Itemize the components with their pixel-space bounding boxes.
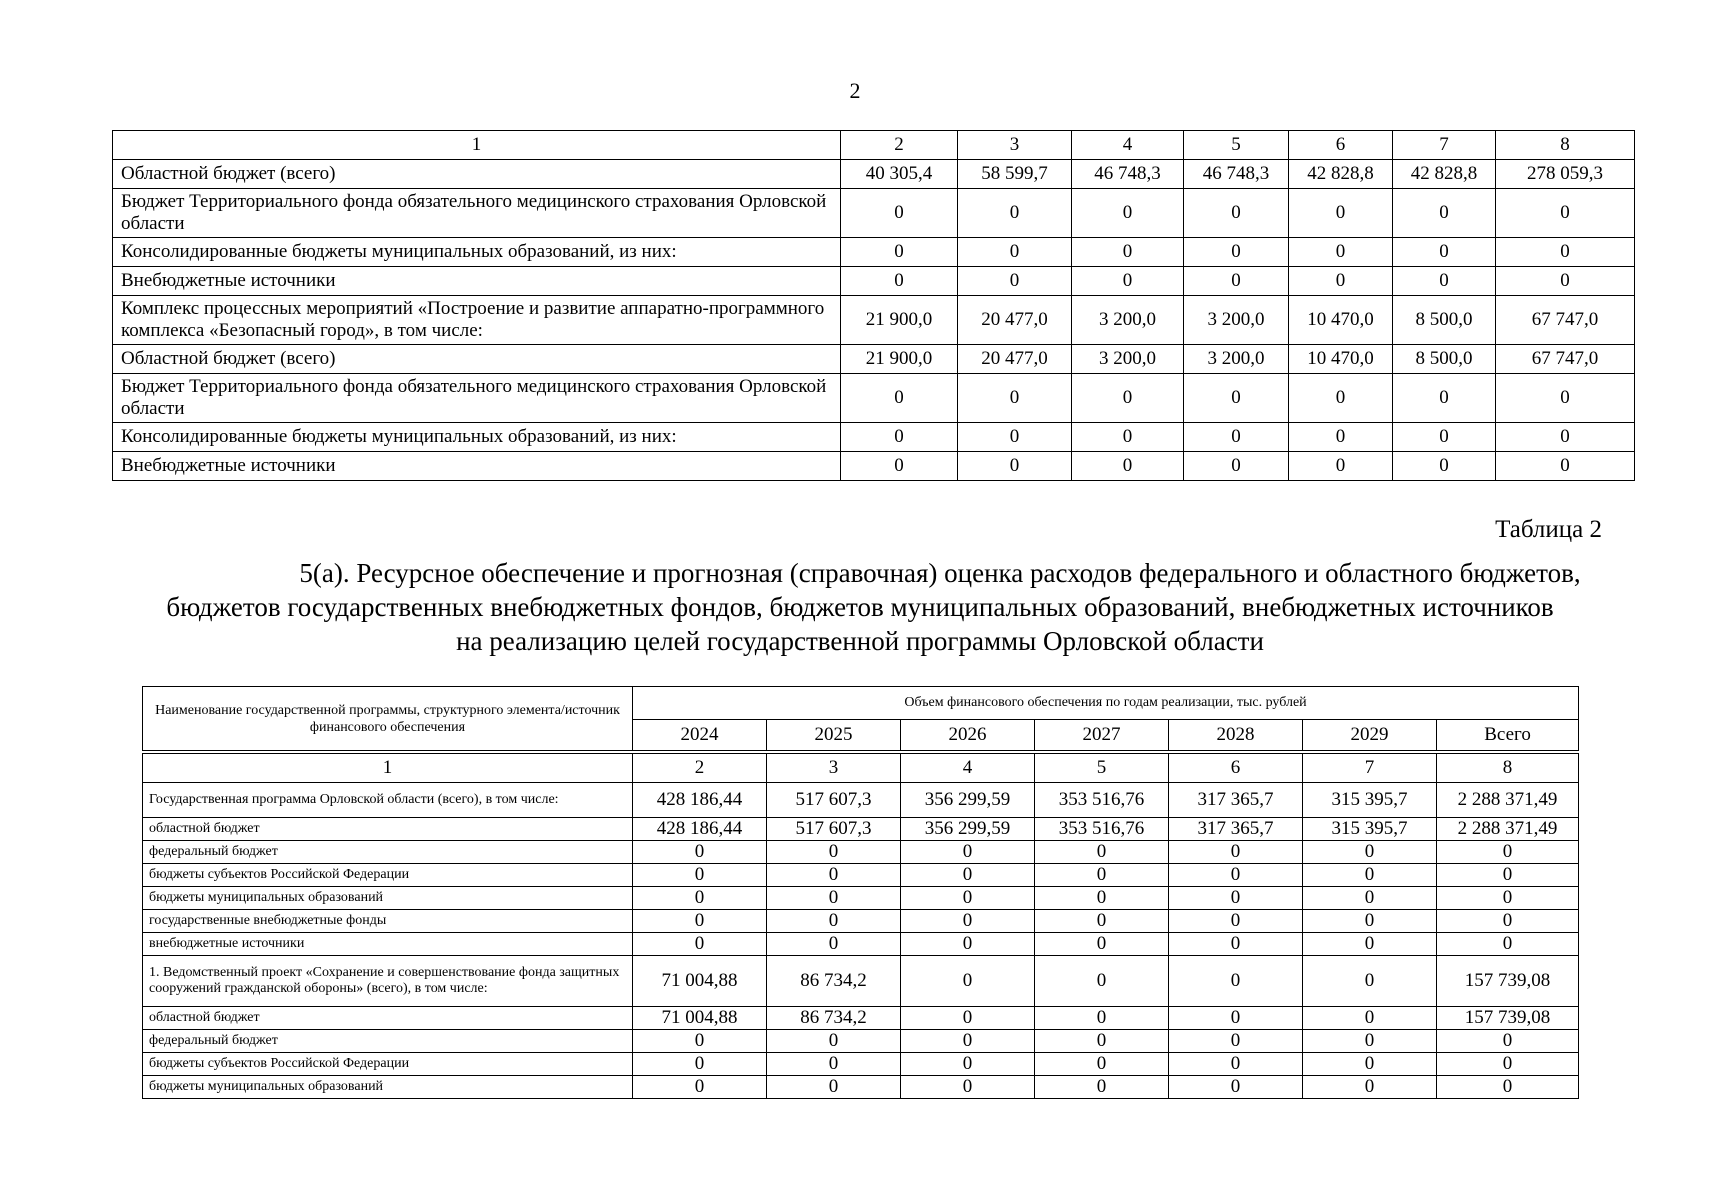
total-cell: 0 — [1437, 1053, 1579, 1076]
table-row — [113, 452, 1635, 481]
total-header: Всего — [1437, 720, 1579, 751]
value-cell: 0 — [1184, 238, 1289, 267]
total-cell: 0 — [1437, 1030, 1579, 1053]
value-cell: 0 — [1072, 189, 1184, 238]
value-cell: 21 900,0 — [841, 345, 958, 374]
value-cell: 0 — [901, 1053, 1035, 1076]
value-cell: 0 — [901, 841, 1035, 864]
value-cell: 0 — [1169, 1076, 1303, 1099]
value-cell: 0 — [901, 1030, 1035, 1053]
value-cell: 0 — [767, 1030, 901, 1053]
value-cell: 0 — [901, 1076, 1035, 1099]
value-cell: 0 — [1184, 452, 1289, 481]
row-label: Областной бюджет (всего) — [113, 160, 841, 189]
value-cell: 0 — [1303, 1030, 1437, 1053]
total-cell: 157 739,08 — [1437, 956, 1579, 1007]
value-cell: 0 — [1303, 933, 1437, 956]
table-row — [143, 910, 1579, 933]
value-cell: 0 — [841, 452, 958, 481]
value-cell: 86 734,2 — [767, 1007, 901, 1030]
row-label: внебюджетные источники — [143, 933, 633, 956]
total-cell: 0 — [1437, 933, 1579, 956]
funding-group-header: Объем финансового обеспечения по годам реализации, тыс. рублей — [633, 687, 1579, 720]
value-cell: 0 — [1169, 956, 1303, 1007]
table-row — [143, 1007, 1579, 1030]
row-label: 1. Ведомственный проект «Сохранение и совершенствование фонда защитных сооружений гражданской обороны» (всего), в том числе: — [143, 956, 633, 1007]
value-cell: 0 — [633, 887, 767, 910]
column-number-row — [143, 754, 1579, 783]
year-header: 2029 — [1303, 720, 1437, 751]
row-label: бюджеты субъектов Российской Федерации — [143, 1053, 633, 1076]
value-cell: 0 — [1289, 374, 1393, 423]
row-label: бюджеты муниципальных образований — [143, 1076, 633, 1099]
column-number: 4 — [901, 754, 1035, 783]
value-cell: 0 — [1169, 910, 1303, 933]
value-cell: 0 — [841, 267, 958, 296]
value-cell: 0 — [1035, 1076, 1169, 1099]
value-cell: 0 — [633, 841, 767, 864]
value-cell: 0 — [1184, 267, 1289, 296]
table-row — [113, 267, 1635, 296]
value-cell: 3 200,0 — [1184, 296, 1289, 345]
table-row — [143, 841, 1579, 864]
value-cell: 0 — [1303, 956, 1437, 1007]
section-heading — [120, 556, 1600, 658]
page-number: 2 — [849, 78, 861, 103]
table-caption: Таблица 2 — [1495, 516, 1602, 543]
total-cell: 0 — [1496, 374, 1635, 423]
value-cell: 0 — [1035, 887, 1169, 910]
heading-line: на реализацию целей государственной программы Орловской области — [456, 626, 1264, 656]
column-number: 1 — [143, 754, 633, 783]
funding-table-continued — [112, 130, 1635, 481]
column-number: 3 — [767, 754, 901, 783]
value-cell: 0 — [901, 956, 1035, 1007]
value-cell: 20 477,0 — [958, 345, 1072, 374]
total-cell: 0 — [1437, 864, 1579, 887]
value-cell: 356 299,59 — [901, 783, 1035, 818]
column-number: 8 — [1496, 131, 1635, 160]
value-cell: 0 — [1072, 452, 1184, 481]
value-cell: 0 — [1169, 933, 1303, 956]
value-cell: 0 — [767, 841, 901, 864]
value-cell: 428 186,44 — [633, 818, 767, 841]
value-cell: 0 — [958, 267, 1072, 296]
value-cell: 0 — [901, 864, 1035, 887]
column-number: 6 — [1289, 131, 1393, 160]
table-row — [113, 238, 1635, 267]
value-cell: 3 200,0 — [1184, 345, 1289, 374]
value-cell: 0 — [1289, 238, 1393, 267]
value-cell: 0 — [841, 374, 958, 423]
value-cell: 0 — [1393, 189, 1496, 238]
value-cell: 0 — [1169, 1007, 1303, 1030]
total-cell: 0 — [1496, 267, 1635, 296]
value-cell: 317 365,7 — [1169, 783, 1303, 818]
total-cell: 0 — [1496, 238, 1635, 267]
value-cell: 0 — [767, 887, 901, 910]
value-cell: 0 — [1169, 841, 1303, 864]
column-number: 2 — [841, 131, 958, 160]
row-label: Консолидированные бюджеты муниципальных образований, из них: — [113, 423, 841, 452]
table-row — [143, 1053, 1579, 1076]
value-cell: 46 748,3 — [1072, 160, 1184, 189]
value-cell: 0 — [958, 452, 1072, 481]
value-cell: 0 — [1393, 452, 1496, 481]
table-row — [143, 1076, 1579, 1099]
table-row — [143, 933, 1579, 956]
value-cell: 10 470,0 — [1289, 345, 1393, 374]
value-cell: 0 — [1035, 1053, 1169, 1076]
table-row — [113, 160, 1635, 189]
column-number: 5 — [1035, 754, 1169, 783]
value-cell: 10 470,0 — [1289, 296, 1393, 345]
value-cell: 0 — [1035, 956, 1169, 1007]
total-cell: 0 — [1437, 1076, 1579, 1099]
value-cell: 86 734,2 — [767, 956, 901, 1007]
table-row — [143, 1030, 1579, 1053]
table-row — [113, 345, 1635, 374]
value-cell: 317 365,7 — [1169, 818, 1303, 841]
table-row — [113, 423, 1635, 452]
value-cell: 40 305,4 — [841, 160, 958, 189]
row-label: Областной бюджет (всего) — [113, 345, 841, 374]
table-row — [113, 296, 1635, 345]
total-cell: 0 — [1437, 841, 1579, 864]
value-cell: 428 186,44 — [633, 783, 767, 818]
value-cell: 0 — [633, 933, 767, 956]
row-label: бюджеты субъектов Российской Федерации — [143, 864, 633, 887]
value-cell: 0 — [1184, 374, 1289, 423]
value-cell: 0 — [1393, 238, 1496, 267]
row-label: областной бюджет — [143, 1007, 633, 1030]
value-cell: 21 900,0 — [841, 296, 958, 345]
row-label: федеральный бюджет — [143, 841, 633, 864]
column-number-row — [113, 131, 1635, 160]
value-cell: 0 — [841, 189, 958, 238]
total-cell: 0 — [1496, 423, 1635, 452]
value-cell: 0 — [1303, 1076, 1437, 1099]
value-cell: 71 004,88 — [633, 956, 767, 1007]
value-cell: 0 — [1303, 841, 1437, 864]
name-column-header: Наименование государственной программы, структурного элемента/источник финансового обеспечения — [143, 687, 633, 751]
value-cell: 0 — [1393, 267, 1496, 296]
value-cell: 0 — [1035, 933, 1169, 956]
table-row — [143, 887, 1579, 910]
value-cell: 0 — [767, 933, 901, 956]
value-cell: 0 — [901, 933, 1035, 956]
value-cell: 0 — [767, 1053, 901, 1076]
value-cell: 0 — [1035, 910, 1169, 933]
value-cell: 0 — [958, 423, 1072, 452]
value-cell: 3 200,0 — [1072, 296, 1184, 345]
value-cell: 0 — [633, 1053, 767, 1076]
value-cell: 0 — [901, 887, 1035, 910]
total-cell: 0 — [1496, 452, 1635, 481]
value-cell: 0 — [1072, 374, 1184, 423]
column-number: 1 — [113, 131, 841, 160]
column-number: 7 — [1303, 754, 1437, 783]
year-header: 2027 — [1035, 720, 1169, 751]
total-cell: 2 288 371,49 — [1437, 818, 1579, 841]
row-label: Бюджет Территориального фонда обязательного медицинского страхования Орловской области — [113, 189, 841, 238]
value-cell: 0 — [1289, 423, 1393, 452]
value-cell: 0 — [1169, 887, 1303, 910]
value-cell: 0 — [1169, 1053, 1303, 1076]
value-cell: 0 — [901, 1007, 1035, 1030]
value-cell: 315 395,7 — [1303, 818, 1437, 841]
value-cell: 0 — [767, 1076, 901, 1099]
value-cell: 0 — [767, 910, 901, 933]
value-cell: 42 828,8 — [1289, 160, 1393, 189]
value-cell: 0 — [1184, 423, 1289, 452]
column-number: 8 — [1437, 754, 1579, 783]
value-cell: 42 828,8 — [1393, 160, 1496, 189]
row-label: Бюджет Территориального фонда обязательного медицинского страхования Орловской области — [113, 374, 841, 423]
value-cell: 0 — [1303, 1007, 1437, 1030]
value-cell: 0 — [841, 423, 958, 452]
value-cell: 8 500,0 — [1393, 296, 1496, 345]
value-cell: 0 — [958, 238, 1072, 267]
value-cell: 0 — [1184, 189, 1289, 238]
row-label: Внебюджетные источники — [113, 267, 841, 296]
total-cell: 67 747,0 — [1496, 296, 1635, 345]
value-cell: 353 516,76 — [1035, 818, 1169, 841]
column-number: 3 — [958, 131, 1072, 160]
value-cell: 0 — [1169, 1030, 1303, 1053]
value-cell: 0 — [1035, 841, 1169, 864]
total-cell: 67 747,0 — [1496, 345, 1635, 374]
value-cell: 0 — [1072, 238, 1184, 267]
value-cell: 8 500,0 — [1393, 345, 1496, 374]
row-label: Государственная программа Орловской области (всего), в том числе: — [143, 783, 633, 818]
value-cell: 0 — [958, 189, 1072, 238]
total-cell: 2 288 371,49 — [1437, 783, 1579, 818]
value-cell: 517 607,3 — [767, 783, 901, 818]
column-number: 6 — [1169, 754, 1303, 783]
value-cell: 0 — [1072, 267, 1184, 296]
row-label: Комплекс процессных мероприятий «Построение и развитие аппаратно-программного комплекса «Безопасный город», в том числе: — [113, 296, 841, 345]
year-header: 2028 — [1169, 720, 1303, 751]
row-label: Консолидированные бюджеты муниципальных образований, из них: — [113, 238, 841, 267]
value-cell: 0 — [1035, 864, 1169, 887]
total-cell: 0 — [1437, 910, 1579, 933]
value-cell: 58 599,7 — [958, 160, 1072, 189]
value-cell: 0 — [633, 864, 767, 887]
value-cell: 0 — [1169, 864, 1303, 887]
year-header: 2024 — [633, 720, 767, 751]
value-cell: 315 395,7 — [1303, 783, 1437, 818]
value-cell: 356 299,59 — [901, 818, 1035, 841]
value-cell: 0 — [1303, 864, 1437, 887]
value-cell: 517 607,3 — [767, 818, 901, 841]
value-cell: 0 — [633, 1076, 767, 1099]
row-label: бюджеты муниципальных образований — [143, 887, 633, 910]
value-cell: 71 004,88 — [633, 1007, 767, 1030]
row-label: областной бюджет — [143, 818, 633, 841]
value-cell: 0 — [1303, 1053, 1437, 1076]
row-label: государственные внебюджетные фонды — [143, 910, 633, 933]
value-cell: 20 477,0 — [958, 296, 1072, 345]
total-cell: 0 — [1496, 189, 1635, 238]
total-cell: 157 739,08 — [1437, 1007, 1579, 1030]
year-header: 2025 — [767, 720, 901, 751]
value-cell: 0 — [1393, 423, 1496, 452]
value-cell: 353 516,76 — [1035, 783, 1169, 818]
heading-line: бюджетов государственных внебюджетных фондов, бюджетов муниципальных образований, внебюджетных источников — [166, 592, 1554, 622]
value-cell: 0 — [1393, 374, 1496, 423]
value-cell: 0 — [1289, 189, 1393, 238]
header-row — [143, 687, 1579, 720]
value-cell: 0 — [958, 374, 1072, 423]
heading-line: 5(а). Ресурсное обеспечение и прогнозная (справочная) оценка расходов федерального и областного бюджетов, — [299, 558, 1581, 588]
column-number: 4 — [1072, 131, 1184, 160]
value-cell: 0 — [767, 864, 901, 887]
table-row — [143, 783, 1579, 818]
value-cell: 0 — [1303, 887, 1437, 910]
column-number: 7 — [1393, 131, 1496, 160]
row-label: Внебюджетные источники — [113, 452, 841, 481]
resource-table — [142, 686, 1579, 1099]
table-row — [143, 864, 1579, 887]
value-cell: 3 200,0 — [1072, 345, 1184, 374]
table-row — [113, 189, 1635, 238]
value-cell: 46 748,3 — [1184, 160, 1289, 189]
row-label: федеральный бюджет — [143, 1030, 633, 1053]
value-cell: 0 — [633, 1030, 767, 1053]
table-row — [113, 374, 1635, 423]
value-cell: 0 — [1072, 423, 1184, 452]
total-cell: 0 — [1437, 887, 1579, 910]
column-number: 5 — [1184, 131, 1289, 160]
table-row — [143, 818, 1579, 841]
value-cell: 0 — [1289, 267, 1393, 296]
value-cell: 0 — [901, 910, 1035, 933]
value-cell: 0 — [1303, 910, 1437, 933]
table-row — [143, 956, 1579, 1007]
total-cell: 278 059,3 — [1496, 160, 1635, 189]
value-cell: 0 — [1289, 452, 1393, 481]
value-cell: 0 — [633, 910, 767, 933]
year-header: 2026 — [901, 720, 1035, 751]
value-cell: 0 — [841, 238, 958, 267]
value-cell: 0 — [1035, 1030, 1169, 1053]
value-cell: 0 — [1035, 1007, 1169, 1030]
column-number: 2 — [633, 754, 767, 783]
